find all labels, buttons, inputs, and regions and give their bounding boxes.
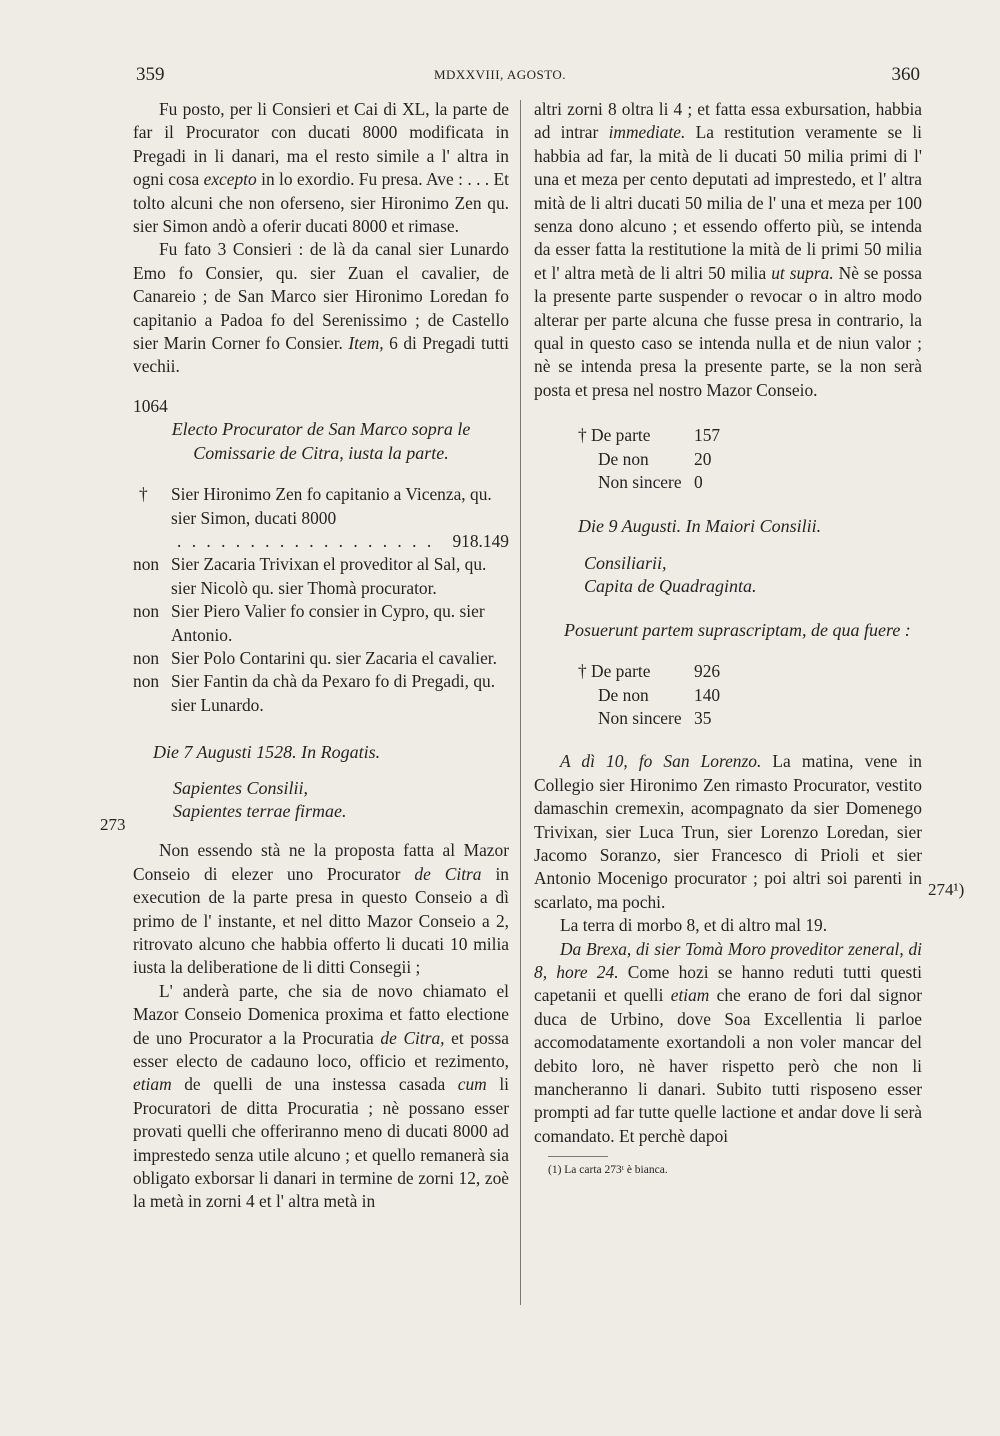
text: et possa esser electo de cadauno loco, officio et rezimento, — [133, 1027, 509, 1072]
margin-note-274: 274¹) — [928, 880, 965, 899]
candidate-votes: 918.149 — [452, 530, 509, 551]
right-column — [534, 98, 922, 1177]
candidate-mark: non — [133, 671, 160, 692]
footnote: (1) La carta 273ᵗ è bianca. — [548, 1164, 668, 1177]
left-column — [133, 98, 509, 1214]
vote-label: † De parte — [578, 661, 651, 682]
section-title-line1: Electo Procurator de San Marco sopra le — [171, 419, 471, 440]
margin-note-273: 273 — [100, 815, 126, 834]
vote-value: 926 — [694, 661, 721, 682]
text: de Citra — [414, 863, 482, 884]
text: li Procuratori de ditta Procuratia ; nè possano esser provati quelli che offeriranno meno di ducati 8000 ad imprestedo senza utile alcuno ; et quello remanerà sia obligato exborsar li danari in termine de zorni 12, zoè la metà in zorni 4 et l' altra metà in — [133, 1074, 509, 1212]
text: etiam — [670, 985, 710, 1006]
vote-value: 140 — [694, 684, 721, 705]
candidate-text: Sier Piero Valier fo consier in Cypro, qu. sier Antonio. — [171, 601, 485, 645]
sapientes-line1: Sapientes Consilii, — [173, 777, 308, 798]
text: che erano de fori dal signor duca de Urbino, dove Soa Excellentia li parloe accomodatamente exortandoli a non voler mancar del debito loro, nè haver rispetto però che non li mancheranno li danari. Subito tutti risposeno esser prompti ad far tutte quelle lactione et andar dove li serà comandato. Et perchè dapoi — [534, 985, 922, 1146]
paragraph — [534, 98, 922, 402]
vote-row — [578, 424, 922, 447]
text: Fu posto, per li Consieri et Cai di XL, la parte de far il Procurator con ducati 8000 modificata in Pregadi in li danari, ma el resto simile a l' altra in ogni cosa — [133, 99, 509, 190]
candidate-3 — [133, 600, 509, 647]
text: La matina, vene in Collegio sier Hironimo Zen rimasto Procurator, vestito damaschin cremexin, acompagnato da sier Domenego Trivixan, sier Luca Trun, sier Lorenzo Loredan, sier Jacomo Soranzo, sier Francesco di Prioli et sier Antonio Mocenigo procurator ; poi altri soi parenti in scarlato, ma pochi. — [534, 751, 923, 912]
date-heading: Die 7 Augusti 1528. In Rogatis. — [153, 742, 381, 763]
text: immediate. — [608, 122, 686, 143]
page-number-right: 360 — [891, 64, 920, 85]
text: altri zorni 8 oltra li 4 ; et fatta essa exbursation, habbia ad intrar — [534, 99, 922, 143]
date-heading: Die 9 Augusti. In Maiori Consilii. — [578, 515, 822, 536]
vote-row — [578, 707, 922, 730]
vote-label: De non — [598, 448, 649, 469]
text: etiam — [133, 1074, 172, 1095]
consiliarii-line2: Capita de Quadraginta. — [584, 576, 757, 597]
text: de quelli de una instessa casada — [171, 1074, 458, 1095]
candidate-text — [171, 483, 509, 553]
candidate-2 — [133, 553, 509, 600]
text: Item, — [348, 333, 384, 354]
text: de Citra, — [380, 1027, 445, 1048]
entry-number: 1064 — [133, 395, 168, 416]
text: Da Brexa, di sier Tomà Moro proveditor zeneral, di 8, hore 24. — [534, 938, 922, 982]
page-number-left: 359 — [136, 64, 165, 85]
vote-value: 35 — [694, 707, 712, 728]
candidate-text: Sier Zacaria Trivixan el proveditor al Sal, qu. sier Nicolò qu. sier Thomà procurator. — [171, 554, 487, 598]
vote-value: 157 — [694, 425, 721, 446]
candidate-4 — [133, 647, 509, 670]
vote-value: 20 — [694, 448, 712, 469]
candidate-mark: non — [133, 554, 160, 575]
section-title-line2: Comissarie de Citra, iusta la parte. — [193, 442, 449, 463]
column-divider — [520, 100, 521, 1305]
text: A dì 10, fo San Lorenzo. — [560, 751, 762, 772]
running-title: MDXXVIII, AGOSTO. — [433, 67, 567, 82]
text: Nè se possa la presente parte suspender o revocar o in altro modo alterar per parte alcuna che fusse presa in contrario, la qual in questo caso se intenda nulla et de niun valor ; nè se intenda presa la presente parte, se la non serà posta et presa nel nostro Mazor Conseio. — [534, 262, 923, 400]
text: cum — [457, 1074, 487, 1095]
vote-row — [578, 448, 922, 471]
candidate-text: Sier Polo Contarini qu. sier Zacaria el cavalier. — [171, 647, 497, 668]
paragraph: La terra di morbo 8, et di altro mal 19. — [560, 915, 828, 936]
vote-tally-2 — [534, 660, 922, 730]
candidate-name: Sier Hironimo Zen fo capitanio a Vicenza, qu. sier Simon, ducati 8000 — [171, 484, 492, 528]
vote-row — [578, 684, 922, 707]
text: Fu fato 3 Consieri : de là da canal sier Lunardo Emo fo Consier, qu. sier Zuan el cavalier, de Canareio ; de San Marco sier Hironimo Loredan fo capitanio a Padoa fo del Serenissimo ; de Castello sier Marin Corner fo Consier. — [133, 239, 509, 354]
text: Come hozi se hanno reduti tutti questi capetanii et quelli — [534, 962, 922, 1006]
candidate-1 — [133, 483, 509, 553]
candidate-mark: non — [133, 647, 160, 668]
candidate-mark: † — [139, 484, 148, 505]
vote-label: † De parte — [578, 425, 651, 446]
vote-label: Non sincere — [598, 707, 682, 728]
text: in lo exordio. Fu presa. Ave : . . . Et tolto alcuni che non oferseno, sier Hironimo Zen qu. sier Simon andò a oferir ducati 8000 et rimase. — [133, 169, 510, 237]
paragraph — [133, 98, 509, 238]
page-header — [0, 64, 1000, 88]
posuerunt-line: Posuerunt partem suprascriptam, de qua fuere : — [564, 619, 911, 640]
text: in execution de la parte presa in questo Conseio a dì primo de l' instante, et nel ditto Mazor Conseio a 2, ritrovato alcuno che habbia offerto li ducati 10 milia iusta la deliberatione de li ditti Consegii ; — [133, 863, 509, 978]
vote-row — [578, 471, 922, 494]
consiliarii-line1: Consiliarii, — [584, 552, 667, 573]
candidate-text: Sier Fantin da chà da Pexaro fo di Pregadi, qu. sier Lunardo. — [171, 671, 496, 715]
text: excepto — [203, 169, 257, 190]
vote-label: De non — [598, 684, 649, 705]
vote-label: Non sincere — [598, 472, 682, 493]
leader-dots: . . . . . . . . . . . . . . . . . . — [177, 530, 435, 551]
text: La restitution veramente se li habbia ad far, la mità de li ducati 50 milia primi di l' una et meza per cento deputati ad imprestedo, et l' altra mità de li altri ducati 50 milia de l' una et meza per 100 senza dono alcuno ; et essendo offerto più, se intenda da esser fatta la restitutione la mità de li primi 50 milia et l' altra metà de li altri 50 milia — [534, 122, 922, 283]
candidate-5 — [133, 670, 509, 717]
vote-value: 0 — [694, 472, 703, 493]
paragraph — [133, 238, 509, 378]
text: Non essendo stà ne la proposta fatta al Mazor Conseio di elezer uno Procurator — [133, 840, 509, 884]
sapientes-line2: Sapientes terrae firmae. — [173, 800, 347, 821]
text: L' anderà parte, che sia de novo chiamato el Mazor Conseio Domenica proxima et fatto electione de uno Procurator a la Procuratia — [133, 980, 509, 1048]
paragraph — [133, 839, 509, 979]
vote-tally-1 — [534, 424, 922, 494]
text: ut supra. — [771, 262, 834, 283]
paragraph — [534, 750, 922, 914]
paragraph — [133, 980, 509, 1214]
vote-row — [578, 660, 922, 683]
paragraph — [534, 938, 922, 1149]
footnote-rule — [548, 1156, 608, 1157]
candidate-mark: non — [133, 601, 160, 622]
text: 6 di Pregadi tutti vechii. — [133, 333, 509, 377]
